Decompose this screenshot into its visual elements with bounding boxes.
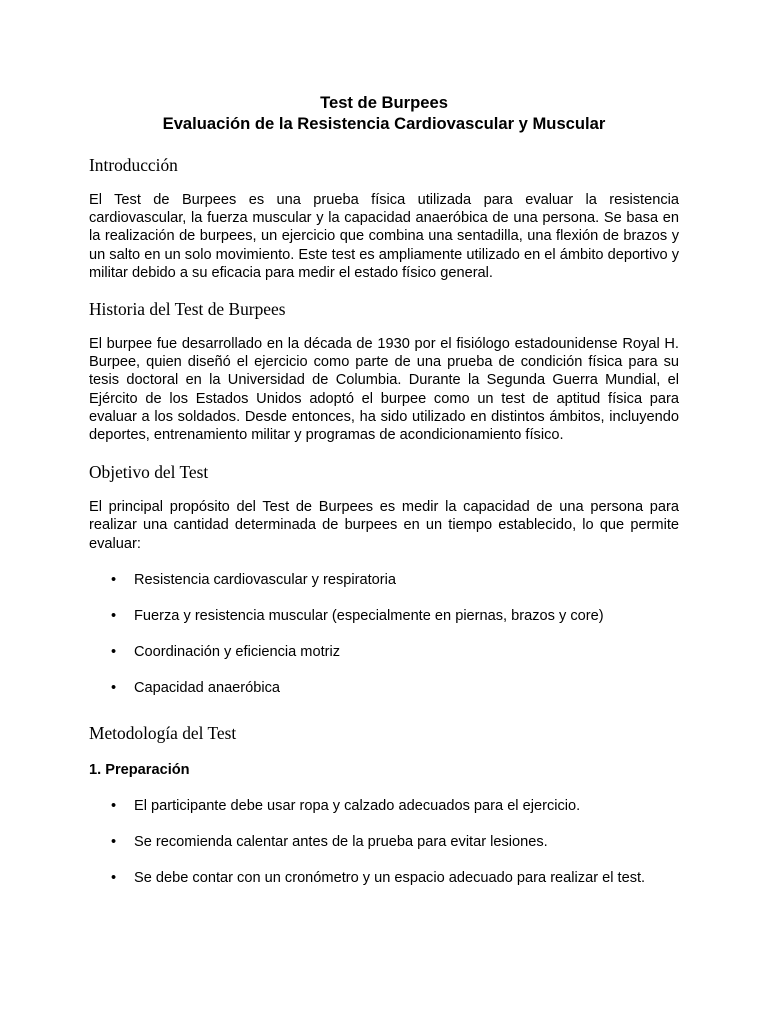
document-page	[89, 92, 679, 905]
bullet-icon: •	[111, 607, 117, 624]
list-item	[89, 607, 679, 643]
list-item	[89, 797, 679, 833]
list-item-text: Fuerza y resistencia muscular (especialmente en piernas, brazos y core)	[134, 607, 604, 624]
list-item-text: El participante debe usar ropa y calzado adecuados para el ejercicio.	[134, 798, 581, 815]
list-item-text: Resistencia cardiovascular y respiratoria	[134, 571, 396, 588]
document-title-line-1: Test de Burpees	[320, 93, 448, 112]
list-item-text: Se debe contar con un cronómetro y un espacio adecuado para realizar el test.	[134, 870, 646, 887]
bullet-icon: •	[111, 834, 117, 851]
section-heading-introduccion: Introducción	[89, 155, 178, 175]
list-item-text: Coordinación y eficiencia motriz	[134, 643, 341, 660]
preparation-bullet-list	[89, 797, 679, 905]
bullet-icon: •	[111, 798, 117, 815]
paragraph-objetivo: El principal propósito del Test de Burpees es medir la capacidad de una persona para realizar una cantidad determinada de burpees en un tiempo establecido, lo que permite evaluar:	[89, 499, 679, 552]
list-item	[89, 571, 679, 607]
bullet-icon: •	[111, 870, 117, 887]
list-item	[89, 833, 679, 869]
subheading-preparacion: 1. Preparación	[89, 761, 190, 778]
list-item-text: Se recomienda calentar antes de la prueba para evitar lesiones.	[134, 834, 548, 851]
bullet-icon: •	[111, 643, 117, 660]
list-item-text: Capacidad anaeróbica	[134, 679, 281, 696]
section-heading-objetivo: Objetivo del Test	[89, 462, 209, 483]
section-heading-historia: Historia del Test de Burpees	[89, 299, 286, 320]
paragraph-introduccion: El Test de Burpees es una prueba física utilizada para evaluar la resistencia cardiovascular, la fuerza muscular y la capacidad anaeróbica de una persona. Se basa en la realización de burpees, un ejercicio que combina una sentadilla, una flexión de brazos y un salto en un solo movimiento. Este test es ampliamente utilizado en el ámbito deportivo y militar debido a su eficacia para medir el estado físico general.	[89, 192, 679, 281]
list-item	[89, 869, 679, 905]
bullet-icon: •	[111, 571, 117, 588]
list-item	[89, 643, 679, 679]
list-item	[89, 679, 679, 715]
section-heading-metodologia: Metodología del Test	[89, 722, 237, 743]
bullet-icon: •	[111, 679, 117, 696]
document-title-line-2: Evaluación de la Resistencia Cardiovascular y Muscular	[162, 114, 606, 133]
objective-bullet-list	[89, 571, 679, 715]
paragraph-historia: El burpee fue desarrollado en la década de 1930 por el fisiólogo estadounidense Royal H. Burpee, quien diseñó el ejercicio como parte de una prueba de condición física para su tesis doctoral en la Universidad de Columbia. Durante la Segunda Guerra Mundial, el Ejército de los Estados Unidos adoptó el burpee como un test de aptitud física para evaluar a los soldados. Desde entonces, ha sido utilizado en distintos ámbitos, incluyendo deportes, entrenamiento militar y programas de acondicionamiento físico.	[89, 336, 679, 444]
